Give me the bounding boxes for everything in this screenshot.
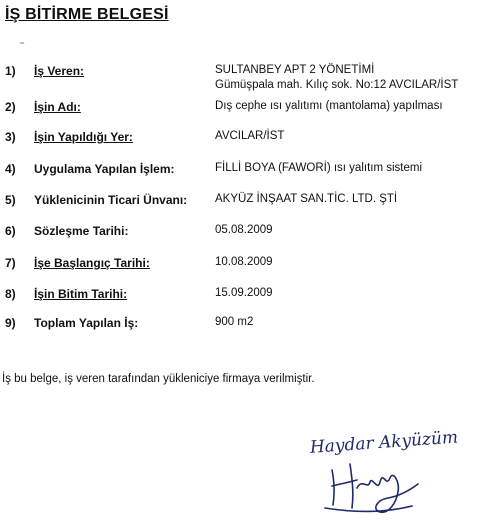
signature-name: Haydar Akyüzüm xyxy=(309,427,459,458)
row-value: 15.09.2009 xyxy=(215,287,273,299)
row-value-address: Gümüşpala mah. Kılıç sok. No:12 AVCILAR/İST xyxy=(215,79,459,91)
row-value: FİLLİ BOYA (FAWORİ) ısı yalıtım sistemi xyxy=(215,162,423,174)
row-label: Sözleşme Tarihi: xyxy=(34,224,129,238)
row-number: 8) xyxy=(5,287,16,301)
row-number: 1) xyxy=(5,64,16,78)
row-number: 4) xyxy=(5,162,16,176)
row-label: İş Veren: xyxy=(34,64,85,78)
row-label: Uygulama Yapılan İşlem: xyxy=(34,162,175,176)
row-number: 3) xyxy=(5,130,16,144)
row-label: İşe Başlangıç Tarihi: xyxy=(34,256,150,270)
row-value: 05.08.2009 xyxy=(215,224,273,236)
row-label: İşin Yapıldığı Yer: xyxy=(34,130,133,144)
row-number: 9) xyxy=(5,316,16,330)
row-number: 2) xyxy=(5,100,16,114)
row-value: Dış cephe ısı yalıtımı (mantolama) yapılması xyxy=(215,100,443,112)
row-number: 5) xyxy=(5,193,16,207)
signature-scribble xyxy=(325,464,418,512)
row-value: 900 m2 xyxy=(215,316,254,328)
row-value: SULTANBEY APT 2 YÖNETİMİ xyxy=(215,64,375,76)
row-label: İşin Bitim Tarihi: xyxy=(34,287,128,301)
row-value: AKYÜZ İNŞAAT SAN.TİC. LTD. ŞTİ xyxy=(215,193,398,205)
footer-statement: İş bu belge, iş veren tarafından yükleniciye firmaya verilmiştir. xyxy=(2,373,315,385)
row-label: Yüklenicinin Ticari Ünvanı: xyxy=(34,193,188,207)
row-value: 10.08.2009 xyxy=(215,256,273,268)
row-number: 6) xyxy=(5,224,16,238)
row-label: İşin Adı: xyxy=(34,100,81,114)
row-value: AVCILAR/İST xyxy=(215,130,285,142)
row-number: 7) xyxy=(5,256,16,270)
page-title: İŞ BİTİRME BELGESİ xyxy=(5,6,169,23)
row-label: Toplam Yapılan İş: xyxy=(34,316,139,330)
